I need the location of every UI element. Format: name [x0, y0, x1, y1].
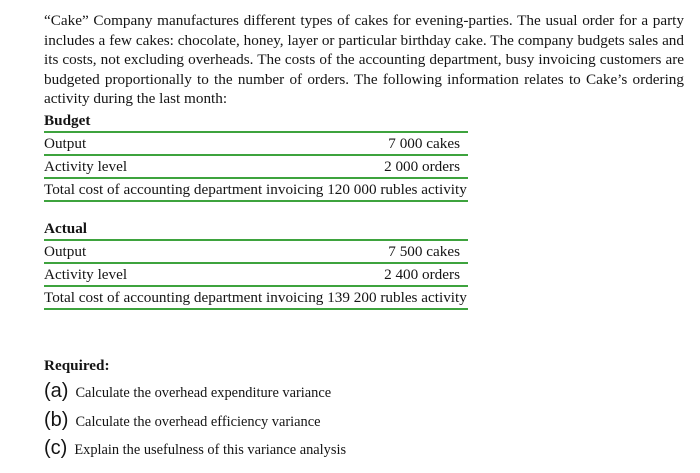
budget-row-output [44, 131, 468, 154]
question-b-text: Calculate the overhead efficiency variance [75, 414, 321, 430]
problem-description: “Cake” Company manufactures different types of cakes for evening-parties. The usual order for a party includes a few cakes: chocolate, honey, layer or particular birthday cake. The company budgets sales and its costs, not excluding overheads. The costs of the accounting department, busy invoicing customers are budgeted proportionally to the number of orders. The following information relates to Cake’s ordering activity during the last month: [44, 12, 684, 108]
required-heading: Required: [44, 357, 110, 374]
budget-activity-value: 2 000 orders [384, 158, 460, 175]
actual-activity-label: Activity level [44, 266, 128, 283]
budget-row-total-cost [44, 177, 468, 202]
actual-heading: Actual [44, 220, 88, 237]
actual-row-total-cost [44, 285, 468, 310]
question-a-text: Calculate the overhead expenditure variance [75, 385, 332, 401]
question-b-letter: (b) [44, 409, 69, 431]
question-a [44, 380, 331, 403]
question-c-text: Explain the usefulness of this variance analysis [74, 442, 347, 458]
budget-heading: Budget [44, 112, 91, 129]
budget-output-label: Output [44, 135, 87, 152]
actual-output-value: 7 500 cakes [388, 243, 460, 260]
budget-activity-label: Activity level [44, 158, 128, 175]
question-b [44, 409, 321, 432]
question-c-letter: (c) [44, 437, 68, 459]
budget-row-activity [44, 154, 468, 177]
actual-row-output [44, 239, 468, 262]
budget-total-cost-text: Total cost of accounting department invoicing 120 000 rubles activity [44, 181, 467, 198]
actual-table [44, 219, 468, 310]
budget-table [44, 111, 468, 202]
actual-output-label: Output [44, 243, 87, 260]
question-a-letter: (a) [44, 380, 69, 402]
actual-total-cost-text: Total cost of accounting department invoicing 139 200 rubles activity [44, 289, 467, 306]
actual-row-activity [44, 262, 468, 285]
actual-activity-value: 2 400 orders [384, 266, 460, 283]
budget-output-value: 7 000 cakes [388, 135, 460, 152]
question-c [44, 437, 346, 460]
